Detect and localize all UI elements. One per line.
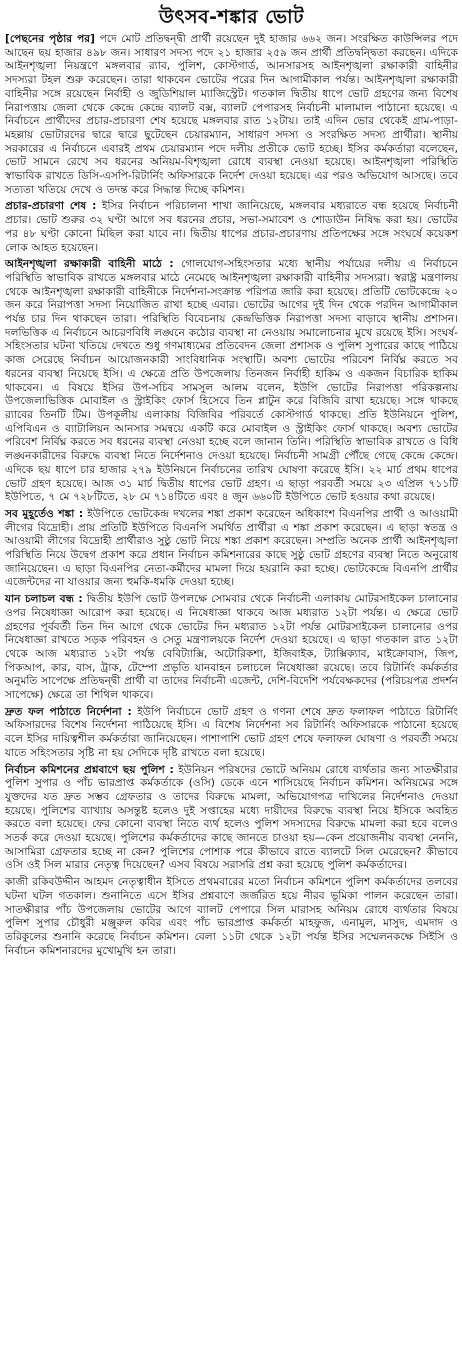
paragraph-text: ইউপিতে ভোটকেন্দ্র দখলের শঙ্কা প্রকাশ করেছেন অধিকাংশ বিএনপির প্রার্থী ও আওয়ামী লীগের বিদ্রোহী। প্রায় প্রতিটি ইউপিতে বিএনপি সমর্থিত প্রার্থীরা এ শঙ্কা প্রকাশ করেছেন। এ ছাড়া স্বতন্ত্র ও আওয়ামী লীগের বিদ্রোহী প্রার্থীরাও সুষ্ঠু ভোট নিয়ে শঙ্কা প্রকাশ করেছেন। সম্প্রতি অনেক প্রার্থী আইনশৃঙ্খলা পরিস্থিতি নিয়ে উদ্বেগ প্রকাশ করে প্রধান নির্বাচন কমিশনারের কাছে সুষ্ঠু ভোট গ্রহণের ব্যবস্থা নিতে অনুরোধ জানিয়েছেন। এ ছাড়া বিএনপির নেতা-কর্মীদের মামলা দিয়ে হয়রানি করা হচ্ছে। ভোটকেন্দ্রে বিএনপি প্রার্থীর এজেন্টদের না যাওয়ার জন্য হুমকি-ধমকি দেওয়া হচ্ছে। — [5, 507, 458, 589]
paragraph-text: কাজী রকিবউদ্দীন আহমদ নেতৃত্বাধীন ইসিতে প্রথমবারের মতো নির্বাচন কমিশনে পুলিশ কর্মকর্তাদের তলবের ঘটনা ঘটল গতকাল। শুনানিতে এসে ইসির প্রশ্নবাণে জর্জরিত হয়ে নীরব ভূমিকা পালন করেছেন তারা। সাতক্ষীরার পাঁচ উপজেলায় ভোটের আগে ব্যালট পেপারে সিল মারাসহ অনিয়ম রোধে ব্যর্থতার বিষয়ে পুলিশ সুপার চৌধুরী মঞ্জুরুল কবির এবং পাঁচ ভারপ্রাপ্ত কর্মকর্তা মাহফুজ, এনামুল, মাসুদ, এমদাদ ও তরিকুলের শুনানি করেছে নির্বাচন কমিশন। বেলা ১১টা থেকে ১২টা পর্যন্ত ইসির সম্মেলনকক্ষে সিইসি ও নির্বাচন কমিশনারদের মুখোমুখি হন তারা। — [5, 876, 458, 957]
paragraph-lead-continued: [পেছনের পৃষ্ঠার পর] — [5, 33, 95, 45]
subhead-campaign-ended: প্রচার-প্রচারণা শেষ : — [5, 200, 97, 213]
paragraph-text: ইসির নির্বাচন পরিচালনা শাখা জানিয়েছে, মঙ্গলবার মধ্যরাতে বন্ধ হয়েছে নির্বাচনী প্রচার। ভোট শুরুর ৩২ ঘণ্টা আগে সব ধরনের প্রচার, সভা-সমাবেশ ও শোডাউন নিষিদ্ধ করা হয়। ভোটের পর ৪৮ ঘণ্টা কোনো মিছিল করা যাবে না। দ্বিতীয় ধাপের প্রচার-প্রচারণায় প্রতিপক্ষের সঙ্গে সংঘর্ষে কয়েকশ লোক আহত হয়েছেন। — [5, 200, 458, 254]
subhead-law-enforcement: আইনশৃঙ্খলা রক্ষাকারী বাহিনী মাঠে : — [5, 258, 174, 271]
article-paragraph-6 — [5, 706, 458, 761]
article-paragraph-1 — [5, 33, 458, 197]
paragraph-text: দ্বিতীয় ইউপি ভোট উপলক্ষে সোমবার থেকে নির্বাচনী এলাকায় মোটরসাইকেল চালানোর ওপর নিষেধাজ্ঞা আরোপ করা হয়েছে। এ নিষেধাজ্ঞা থাকবে আজ মধ্যরাত ১২টা পর্যন্ত। এ ক্ষেত্রে ভোট গ্রহণের পূর্ববর্তী তিন দিন আগে থেকে ভোটের দিন মধ্যরাত ১২টা পর্যন্ত মোটরসাইকেল চালানোর ওপর নিষেধাজ্ঞা রাখতে সড়ক পরিবহন ও সেতু মন্ত্রণালয়কে নির্দেশ দেওয়া হয়েছে। এ ছাড়া গতকাল রাত ১২টা থেকে আজ মধ্যরাত ১২টা পর্যন্ত বেবিট্যাক্সি, অটোরিকশা, ইজিবাইক, ট্যাক্সিক্যাব, মাইক্রোবাস, জিপ, পিকআপ, কার, বাস, ট্রাক, টেম্পো প্রভৃতি যানবাহন চলাচলে নিষেধাজ্ঞা রয়েছে। তবে রিটার্নিং কর্মকর্তার অনুমতি সাপেক্ষে প্রতিদ্বন্দ্বী প্রার্থী বা তাদের নির্বাচনী এজেন্ট, দেশি-বিদেশি পর্যবেক্ষকদের (পরিচয়পত্র প্রদর্শন সাপেক্ষে) ক্ষেত্রে তা শিথিল থাকবে। — [5, 593, 458, 702]
article-headline: উৎসব-শঙ্কার ভোট — [159, 6, 304, 28]
article-paragraph-7 — [5, 764, 458, 874]
article-paragraph-4 — [5, 508, 458, 590]
article-paragraph-3 — [5, 258, 458, 505]
paragraph-text: ইউনিয়ন পরিষদের ভোটে অনিয়ম রোধে ব্যর্থতার জন্য সাতক্ষীরার পুলিশ সুপার ও পাঁচ ভারপ্রাপ্ত কর্মকর্তাকে (ওসি) ডেকে এনে শাসিয়েছে নির্বাচন কমিশন। অনিয়মের সঙ্গে যুক্তদের যত দ্রুত সম্ভব গ্রেফতার ও তাদের বিরুদ্ধে মামলা, অভিযোগপত্র দাখিলের নির্দেশনাও দেওয়া হয়েছে। পুলিশের ব্যাখ্যায় অসন্তুষ্ট হলেও দুই সপ্তাহের মধ্যে দায়ীদের বিরুদ্ধে ব্যবস্থা নিয়ে ইসিকে অবহিত করতে বলা হয়েছে। ফের কোনো ব্যবস্থা নিতে ব্যর্থ হলেও পুলিশ সদস্যদের বিরুদ্ধে মামলা করা হবে বলেও সতর্ক করে দেওয়া হয়েছে। পুলিশের কর্মকর্তাদের কাছে জানতে চাওয়া হয়—কেন প্রয়োজনীয় ব্যবস্থা নেননি, আসামিরা গ্রেফতার হচ্ছে না কেন? পুলিশের পোশাক পরে কীভাবে রাতে ব্যালটে সিল মেরেছেন? কীভাবে ওসি ওই সিল মারার নেতৃত্ব দিয়েছেন? এসব বিষয়ে সরাসরি প্রশ্ন করা হয়েছে পুলিশ কর্মকর্তাদের। — [5, 763, 458, 872]
subhead-police-questioned: নির্বাচন কমিশনের প্রশ্নবাণে ছয় পুলিশ : — [5, 763, 174, 776]
subhead-quick-results: দ্রুত ফল পাঠাতে নির্দেশনা : — [5, 705, 132, 718]
paragraph-text: পদে মোট প্রতিদ্বন্দ্বী প্রার্থী রয়েছেন দুই হাজার ৬৬২ জন। সংরক্ষিত কাউন্সিলর পদে আছেন ছয় হাজার ৪৯৮ জন। সাধারণ সদস্য পদে ২১ হাজার ২৫৯ জন প্রার্থী প্রতিদ্বন্দ্বিতা করছেন। এদিকে আইনশৃঙ্খলা নিয়ন্ত্রণে মঙ্গলবার র‍্যাব, পুলিশ, কোস্টগার্ড, আনসারসহ আইনশৃঙ্খলা রক্ষাকারী বাহিনীর সদস্যরা টহল শুরু করেছেন। তারা থাকবেন ভোটের পরের দিন আগামীকাল পর্যন্ত। আইনশৃঙ্খলা রক্ষাকারী বাহিনীর সঙ্গে রয়েছেন নির্বাহী ও জুডিশিয়াল ম্যাজিস্ট্রেট। গতকাল দ্বিতীয় ধাপে ভোট গ্রহণের জন্য বিশেষ নিরাপত্তায় জেলা থেকে কেন্দ্রে কেন্দ্রে ব্যালট বক্স, ব্যালট পেপারসহ নির্বাচনী মালামাল পাঠানো হয়েছে। এ নির্বাচনে প্রার্থীদের প্রচার-প্রচারণা শেষ হয়েছে মঙ্গলবার রাত ১২টায়। তাই এদিন ভোর থেকেই গ্রাম-পাড়া-মহল্লায় ভোটারদের দ্বারে দ্বারে ছুটেছেন চেয়ারম্যান, সাধারণ সদস্য ও সংরক্ষিত সদস্য প্রার্থীরা। স্থানীয় সরকারের এ নির্বাচনে এবারই প্রথম চেয়ারম্যান পদে দলীয় প্রতীকে ভোট হচ্ছে। ইসির কর্মকর্তারা বলেছেন, ভোট সামনে রেখে সব ধরনের অনিয়ম-বিশৃঙ্খলা রোধে ব্যবস্থা নেওয়া হয়েছে। আইনশৃঙ্খলা পরিস্থিতি স্বাভাবিক রাখতে ডিসি-এসপি-রিটার্নিং অফিসারকে নির্দেশ দেওয়া হয়েছে। এর পরও অভিযোগ আসছে। তবে সত্যতা খতিয়ে দেখে ও তদন্ত করে সিদ্ধান্ত দিচ্ছে কমিশন। — [5, 33, 458, 196]
paragraph-text: গোলযোগ-সহিংসতার মধ্যে স্থানীয় পর্যায়ের দলীয় এ নির্বাচনে পরিস্থিতি স্বাভাবিক রাখতে মঙ্গলবার মাঠে নেমেছে আইনশৃঙ্খলা রক্ষাকারী বাহিনীর সদস্যরা। স্বরাষ্ট্র মন্ত্রণালয় থেকে আইনশৃঙ্খলা রক্ষাকারী বাহিনীকে নির্দেশনা-সংক্রান্ত পরিপত্র জারি করা হয়েছে। প্রতিটি ভোটকেন্দ্রে ২০ জন করে নিরাপত্তা সদস্য নিয়োজিত রাখা হচ্ছে এবার। ভোটের আগের দুই দিন থেকে পরদিন আগামীকাল পর্যন্ত চার দিন থাকছেন তারা। পরিস্থিতি বিবেচনায় কেন্দ্রভিত্তিক নিরাপত্তা সদস্য বাড়াবে স্থানীয় প্রশাসন। দলভিত্তিক এ নির্বাচনে আচরণবিধি লঙ্ঘনে কঠোর ব্যবস্থা না নেওয়ায় সমালোচনার মুখে রয়েছে ইসি। সংঘর্ষ-সহিংসতার ঘটনা খতিয়ে দেখতে শুধু গণমাধ্যমের প্রতিবেদন জেলা প্রশাসক ও পুলিশ সুপারের কাছে পাঠিয়ে কাজ সেরেছে নির্বাচন আয়োজনকারী সাংবিধানিক সংস্থাটি। অবশ্য ভোটের পরিবেশ নির্বিঘ্ন করতে সব ধরনের ব্যবস্থা নিয়েছে ইসি। এ ক্ষেত্রে প্রতি উপজেলায় তিনজন নির্বাহী হাকিম ও একজন বিচারিক হাকিম থাকবেন। এ বিষয়ে ইসির উপ-সচিব সামসুল আলম বলেন, ইউপি ভোটের নিরাপত্তা পরিকল্পনায় উপজেলাভিত্তিক মোবাইল ও স্ট্রাইকিং ফোর্স হিসেবে তিন প্লাটুন করে বিজিবি রাখা হয়েছে। সঙ্গে থাকছে র‍্যাবের তিনটি টিম। উপকূলীয় এলাকায় বিজিবির পরিবর্তে কোস্টগার্ড থাকছে। প্রতি ইউনিয়নে পুলিশ, এপিবিএন ও ব্যাটালিয়ন আনসার সমন্বয়ে একটি করে মোবাইল ও স্ট্রাইকিং ফোর্স থাকছে। অবশ্য ভোটের পরিবেশ নির্বিঘ্ন করতে সব ধরনের ব্যবস্থা নেওয়া হচ্ছে বলে জানান তিনি। পরিস্থিতি স্বাভাবিক রাখতে ও বিধি লঙ্ঘনকারীদের বিরুদ্ধে ব্যবস্থা নিতে নির্দেশনাও দেওয়া হয়েছে। নির্বাচনী সামগ্রী পৌঁছে গেছে কেন্দ্রে কেন্দ্রে। এদিকে ছয় ধাপে চার হাজার ২৭৯ ইউনিয়নে নির্বাচনের তারিখ ঘোষণা করেছে ইসি। ২২ মার্চ প্রথম ধাপের ভোট গ্রহণ হয়েছে। আজ ৩১ মার্চ দ্বিতীয় ধাপের ভোট গ্রহণ। এ ছাড়া পরবর্তী সময়ে ২৩ এপ্রিল ৭১১টি ইউপিতে, ৭ মে ৭২৮টিতে, ২৮ মে ৭১৪টিতে এবং ৪ জুন ৬৬০টি ইউপিতে ভোট হওয়ার কথা রয়েছে। — [5, 258, 458, 504]
subhead-traffic-ban: যান চলাচল বন্ধ : — [5, 593, 83, 606]
paragraph-text: ইউপি নির্বাচনে ভোট গ্রহণ ও গণনা শেষে দ্রুত ফলাফল পাঠাতে রিটার্নিং অফিসারদের বিশেষ নির্দেশনা পাঠিয়েছে ইসি। এ বিশেষ নির্দেশনা সব রিটার্নিং অফিসারকে পাঠানো হয়েছে বলে ইসির দায়িত্বশীল কর্মকর্তারা জানিয়েছেন। পাশাপাশি ভোট গ্রহণ শেষে ফলাফল ঘোষণা ও পরবর্তী সময়ে যাতে সহিংসতার সৃষ্টি না হয় সেদিকে দৃষ্টি রাখতে বলা হয়েছে। — [5, 705, 458, 759]
subhead-fear: সব মুহূর্তেও শঙ্কা : — [5, 507, 84, 520]
article-paragraph-2 — [5, 200, 458, 255]
article-paragraph-5 — [5, 593, 458, 703]
article-paragraph-8 — [5, 876, 458, 958]
